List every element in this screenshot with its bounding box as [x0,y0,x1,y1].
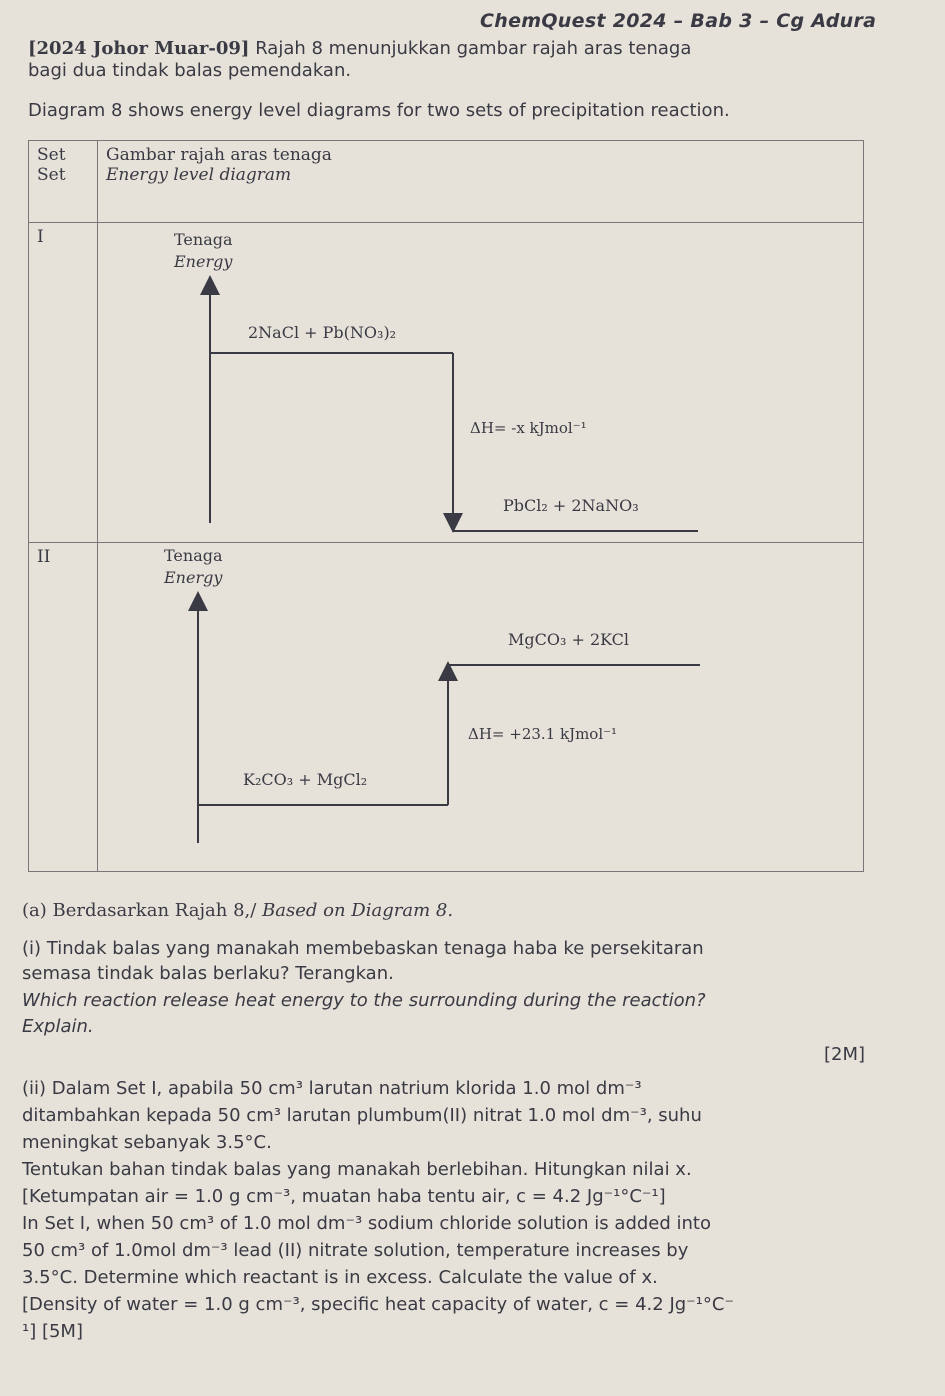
q1-marks: [2M] [823,1044,865,1065]
q2-line: Tentukan bahan tindak balas yang manakah berlebihan. Hitungkan nilai x. [22,1159,692,1180]
axis-label-ms-1: Tenaga [174,230,233,249]
q2-line: [Ketumpatan air = 1.0 g cm⁻³, muatan haba tentu air, c = 4.2 Jg⁻¹°C⁻¹] [22,1186,666,1207]
delta-h-2: ΔH= +23.1 kJmol⁻¹ [468,725,618,743]
q2-line: meningkat sebanyak 3.5°C. [22,1132,272,1153]
q1-en-line-1: Which reaction release heat energy to the surrounding during the reaction? [22,990,706,1011]
axis-label-en-2: Energy [164,568,223,587]
reactants-2: K₂CO₃ + MgCl₂ [243,770,368,789]
reactants-1: 2NaCl + Pb(NO₃)₂ [248,323,397,342]
q2-line: 3.5°C. Determine which reactant is in excess. Calculate the value of x. [22,1267,658,1288]
page-header: ChemQuest 2024 – Bab 3 – Cg Adura [480,10,877,32]
table-header-set: Set Set [29,141,98,223]
set-label-1: I [29,223,98,543]
q2-line: In Set I, when 50 cm³ of 1.0 mol dm⁻³ sodium chloride solution is added into [22,1213,711,1234]
intro-english: Diagram 8 shows energy level diagrams for two sets of precipitation reaction. [28,100,730,121]
intro-malay-1: Rajah 8 menunjukkan gambar rajah aras tenaga [255,38,692,59]
question-source: [2024 Johor Muar-09] [28,38,250,59]
q2-line: [Density of water = 1.0 g cm⁻³, specific heat capacity of water, c = 4.2 Jg⁻¹°C⁻ [22,1294,734,1315]
q1-ms-line-1: (i) Tindak balas yang manakah membebaskan tenaga haba ke persekitaran [22,938,704,959]
q2-line: 50 cm³ of 1.0mol dm⁻³ lead (II) nitrate solution, temperature increases by [22,1240,689,1261]
q2-line: ditambahkan kepada 50 cm³ larutan plumbum(II) nitrat 1.0 mol dm⁻³, suhu [22,1105,702,1126]
diagram-set-2 [98,543,864,872]
q1-en-line-2: Explain. [22,1016,94,1037]
energy-diagram-table [28,140,864,872]
part-a-heading: (a) Berdasarkan Rajah 8,/ Based on Diagram 8. [22,900,454,921]
set-label-2: II [29,543,98,872]
intro-line-1 [28,38,691,60]
diagram-set-1 [98,223,864,543]
products-1: PbCl₂ + 2NaNO₃ [503,496,639,515]
q2-line: ¹] [5M] [22,1321,83,1342]
intro-malay-2: bagi dua tindak balas pemendakan. [28,60,352,81]
q1-ms-line-2: semasa tindak balas berlaku? Terangkan. [22,963,394,984]
q2-line: (ii) Dalam Set I, apabila 50 cm³ larutan natrium klorida 1.0 mol dm⁻³ [22,1078,642,1099]
energy-diagram-2 [98,543,858,863]
products-2: MgCO₃ + 2KCl [508,630,630,649]
delta-h-1: ΔH= -x kJmol⁻¹ [470,419,587,437]
energy-diagram-1 [98,223,858,535]
axis-label-ms-2: Tenaga [164,546,223,565]
axis-label-en-1: Energy [174,252,233,271]
table-header-diagram: Gambar rajah aras tenaga Energy level diagram [98,141,864,223]
